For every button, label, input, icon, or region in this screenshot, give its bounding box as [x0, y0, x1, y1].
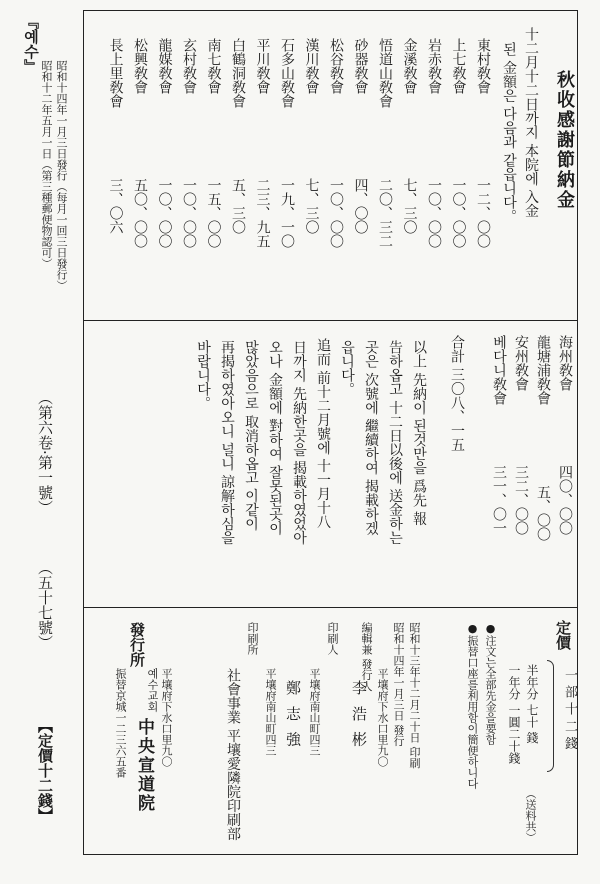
divider-top [83, 320, 578, 321]
donation-amount: 一〇、〇〇 [450, 178, 467, 248]
donation-amount: 五、〇〇 [535, 485, 551, 541]
publisher-name: 中央宣道院 [134, 718, 154, 813]
notice-line: 오나 金額에 對하여 잘못된곳이 [267, 340, 283, 536]
donation-amount: 一九、一〇 [279, 178, 295, 248]
donation-amount: 五、三〇 [230, 178, 246, 234]
donation-church: 松興敎會 [132, 38, 148, 94]
note-transfer-account: ●振替口座를利用함이簡便하니다 [466, 622, 479, 789]
donation-amount: 七、三〇 [401, 178, 418, 234]
donation-amount: 三、〇六 [107, 178, 124, 234]
donation-church: 岩赤敎會 [426, 38, 442, 94]
price-bracket [547, 660, 554, 772]
notice-line: 日까지 先納한곳을 揭載하였었아 [291, 340, 307, 545]
printer-label: 印刷人 [326, 622, 339, 655]
magazine-name: 『예수』 [22, 14, 40, 74]
price-one-year: 一年分 一圓二十錢 [507, 664, 521, 764]
printer-address: 平壤府南山町四三 [308, 668, 321, 756]
price-half-year: 半年分 七十 錢 [525, 664, 539, 744]
notice-line: 많았음으로 取消하옵고 이같이 [243, 340, 259, 531]
donation-amount: 二〇、三二 [377, 178, 393, 248]
price-postage: （送料共） [524, 788, 537, 843]
donation-church: 東村敎會 [475, 38, 491, 94]
donation-church: 金溪敎會 [401, 38, 418, 94]
donation-amount: 五〇、〇〇 [132, 178, 148, 248]
editor-address: 平壤府下水口里九〇 [376, 668, 389, 767]
notice-line: 읍니다。 [339, 340, 355, 396]
donation-amount: 一〇、〇〇 [156, 178, 173, 248]
donation-church: 長上里敎會 [107, 38, 124, 108]
editor-label: 編輯兼 發行人 [360, 622, 373, 692]
donation-church: 베다니敎會 [491, 335, 507, 405]
margin-permit-note: 昭和十二年五月一日（第三種郵便物認可） [40, 60, 53, 269]
issue-number: （五十七號） [36, 560, 54, 650]
note-prepayment: ●注文는全部先金을要함 [484, 622, 497, 745]
margin-issue-date: 昭和十四年一月三日發行（每月一回三日發行） [55, 60, 68, 291]
total-sum: 合計 三〇八、一五 [449, 335, 465, 452]
publisher-label: 發行所 [128, 622, 146, 667]
donation-amount: 一〇、〇〇 [426, 178, 442, 248]
donation-church: 上七敎會 [450, 38, 467, 94]
notice-line: 再揭하였아오니 널니 諒解하심을 [219, 340, 235, 545]
donation-church: 玄村敎會 [181, 38, 197, 94]
notice-line: 告하옵고 十二日以後에 送金하는 [387, 340, 403, 545]
donation-amount: 四、〇〇 [352, 178, 369, 234]
donation-amount: 二三、九五 [254, 178, 271, 248]
issue-date: 昭和十四年一月三日 發行 [392, 622, 405, 747]
donation-church: 白鶴洞敎會 [230, 38, 246, 108]
notice-line: 바랍니다。 [195, 340, 211, 410]
printshop-name: 社會事業 平壤愛隣院印刷部 [225, 668, 241, 841]
donation-church: 南七敎會 [205, 38, 222, 94]
donation-amount: 四〇、〇〇 [557, 465, 573, 535]
donation-amount: 一二、〇〇 [475, 178, 491, 248]
donation-amount: 三一、〇一 [491, 465, 507, 535]
margin-price: 【定價十二錢】 [36, 718, 54, 823]
intro-line-2: 된 金額은 다음과 같읍니다。 [501, 42, 517, 224]
donation-church: 龍媒敎會 [156, 38, 173, 94]
publisher-address: 平壤府下水口里九〇 [160, 668, 173, 767]
printer-name: 鄭 志 強 [284, 680, 302, 750]
price-label: 定價 [554, 620, 572, 650]
donation-amount: 一〇、〇〇 [328, 178, 344, 248]
donation-amount: 三二、〇〇 [513, 465, 529, 535]
notice-line: 곳은 次號에 繼續하여 揭載하겠 [363, 340, 379, 536]
donation-amount: 一五、〇〇 [205, 178, 222, 248]
donation-amount: 七、三〇 [303, 178, 320, 234]
donation-church: 龍塘浦敎會 [535, 335, 551, 405]
donation-church: 松谷敎會 [328, 38, 344, 94]
article-title: 秋收感謝節納金 [554, 70, 575, 210]
printshop-address: 平壤府南山町四三 [264, 668, 277, 756]
donation-church: 漢川敎會 [303, 38, 320, 94]
donation-church: 石多山敎會 [279, 38, 295, 108]
print-date: 昭和十三年十二月二十日 印刷 [408, 622, 421, 769]
editor-name: 李 浩 彬 [350, 680, 368, 750]
notice-line: 以上 先納이 된것만을 爲先 報 [411, 340, 427, 526]
donation-church: 平川敎會 [254, 38, 271, 94]
donation-church: 悟道山敎會 [377, 38, 393, 108]
donation-church: 砂器敎會 [352, 38, 369, 94]
intro-line-1: 十二月十二日까지 本院에 入金 [523, 27, 539, 218]
publisher-account: 振替京城一二三六五番 [114, 668, 127, 778]
notice-line: 追而 前十二月號에 十一月十八 [315, 338, 331, 529]
volume-number: （第六卷·第一號） [36, 390, 54, 515]
publisher-sub: 예수교회 [146, 668, 159, 712]
donation-amount: 一〇、〇〇 [181, 178, 197, 248]
price-per-copy: 一 部 十 二 錢 [562, 668, 577, 750]
divider-bottom [83, 607, 578, 608]
printshop-label: 印刷所 [246, 622, 259, 655]
donation-church: 海州敎會 [557, 335, 573, 391]
donation-church: 安州敎會 [513, 335, 529, 391]
